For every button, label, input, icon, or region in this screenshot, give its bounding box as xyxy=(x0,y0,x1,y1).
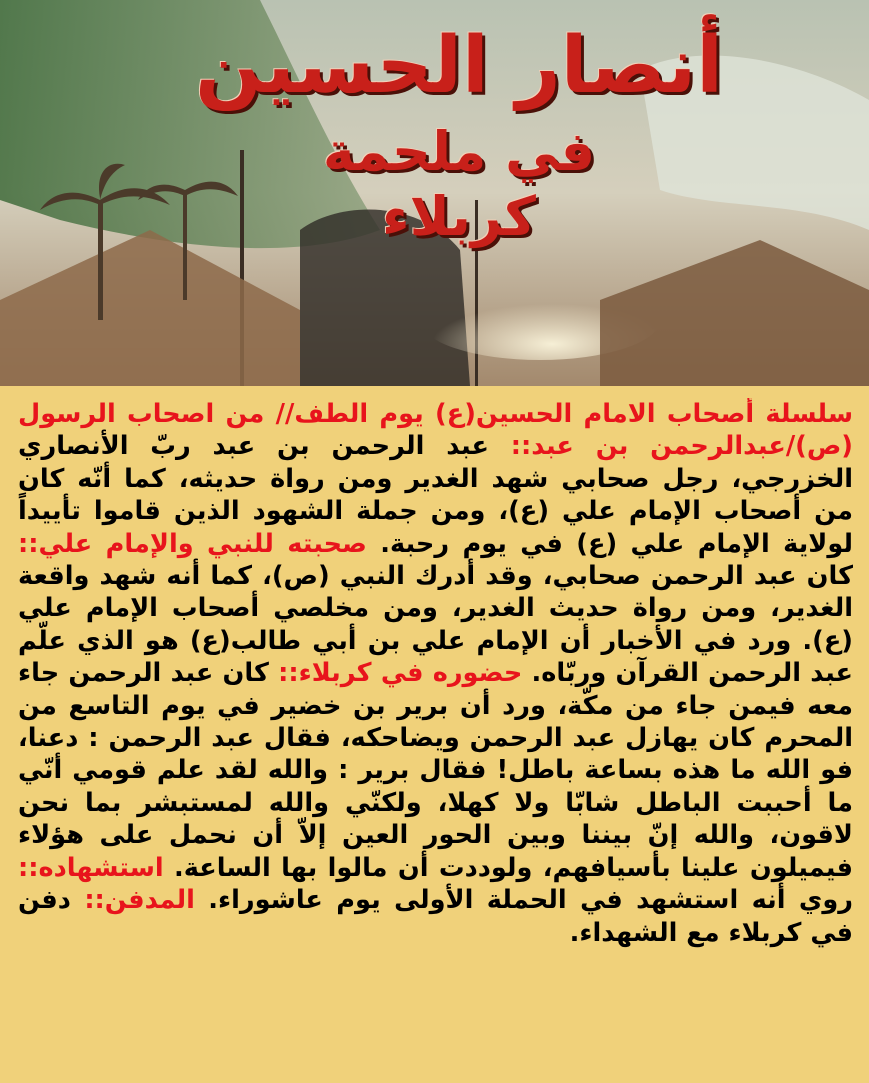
book-title: أنصار الحسين xyxy=(195,21,723,111)
article-body xyxy=(18,398,853,1070)
karbala-text: كان عبد الرحمن جاء معه فيمن جاء من مكّة، ورد أن برير بن خضير في يوم التاسع من المحرم كان يهازل عبد الرحمن ويضاحكه، فقال عبد الرحمن : دعنا، فو الله ما هذه بساعة باطل! فقال برير : والله لقد علم قومي أنّي ما أحببت الباطل شابّا ولا كهلا، ولكنّي والله لمستبشر بما نحن لاقون، والله إنّ بيننا وبين الحور العين إلاّ أن نحمل على هؤلاء فيميلون علينا بأسيافهم، ولوددت أن مالوا بها الساعة. xyxy=(18,658,853,883)
martyrdom-heading: استشهاده:: xyxy=(18,852,175,883)
intro-text: عبد الرحمن بن عبد ربّ الأنصاري الخزرجي، رجل صحابي شهد الغدير ومن رواة حديثه، كما أنّه كان من أصحاب الإمام علي (ع)، ومن جملة الشهود الذين قاموا تأييداً لولاية الإمام علي (ع) في يوم رحبة. xyxy=(18,431,853,559)
burial-heading: المدفن:: xyxy=(84,885,209,916)
martyrdom-text: روي أنه استشهد في الحملة الأولى يوم عاشوراء. xyxy=(208,885,853,916)
companionship-text: كان عبد الرحمن صحابي، وقد أدرك النبي (ص)، كما أنه شهد واقعة الغدير، ومن رواة حديث الغدير، ومن مخلصي أصحاب الإمام علي (ع). ورد في الأخبار أن الإمام علي بن أبي طالب(ع) هو الذي علّم عبد الرحمن القرآن وربّاه. xyxy=(18,561,853,689)
book-subtitle: في ملحمة كربلاء xyxy=(322,120,596,248)
karbala-heading: حضوره في كربلاء:: xyxy=(278,658,523,689)
burial-text: دفن في كربلاء مع الشهداء. xyxy=(18,885,853,948)
companionship-heading: صحبته للنبي والإمام علي:: xyxy=(18,528,367,559)
series-heading: سلسلة أصحاب الامام الحسين(ع) يوم الطف// من اصحاب الرسول (ص)/عبدالرحمن بن عبد:: xyxy=(18,399,853,462)
cover-banner xyxy=(0,0,869,386)
